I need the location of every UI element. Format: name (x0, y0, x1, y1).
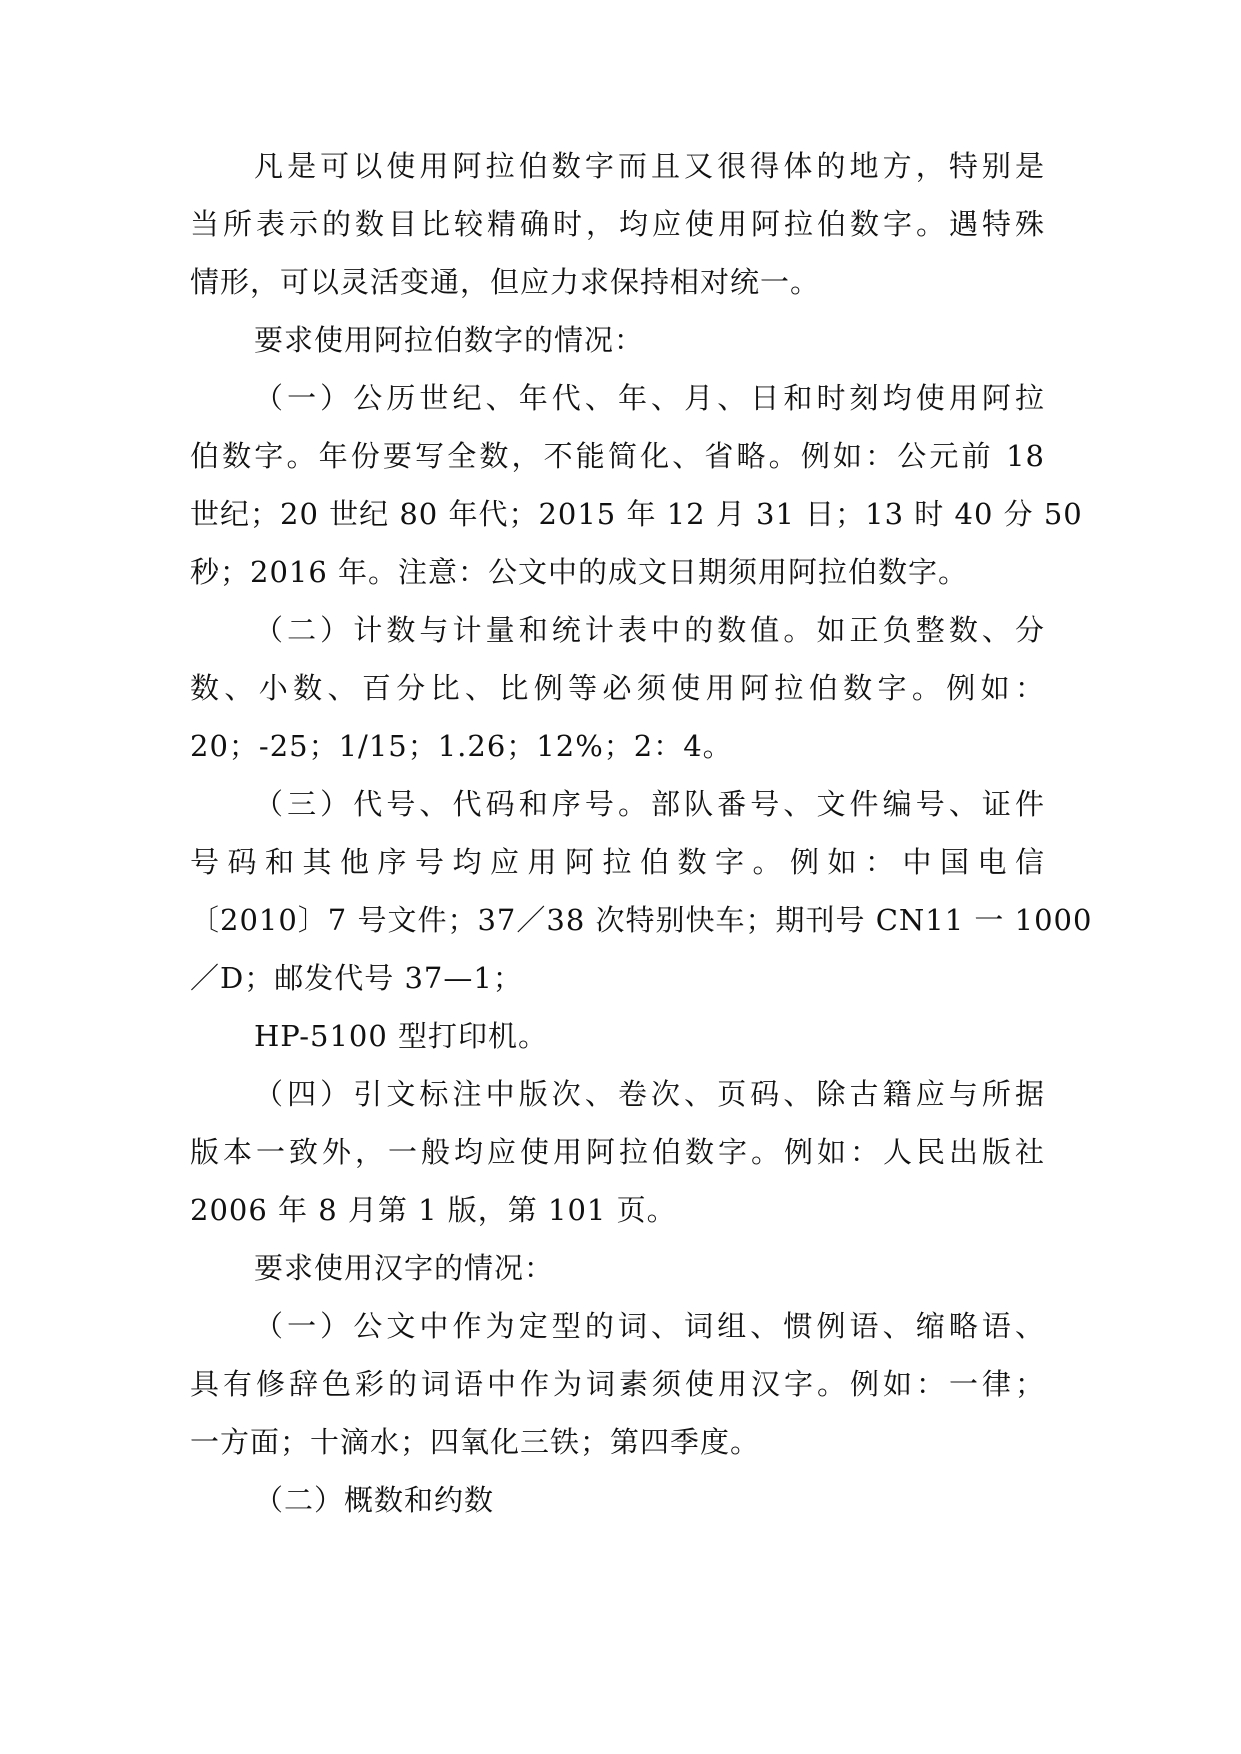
paragraph-line: （一）公历世纪、年代、年、月、日和时刻均使用阿拉 (254, 381, 1045, 415)
paragraph-line: 版本一致外，一般均应使用阿拉伯数字。例如：人民出版社 (190, 1135, 1045, 1169)
paragraph-line: 数、小数、百分比、比例等必须使用阿拉伯数字。例如： (190, 671, 1045, 705)
paragraph-line: 伯数字。年份要写全数，不能简化、省略。例如：公元前 18 (190, 439, 1045, 473)
section-heading: 要求使用汉字的情况： (254, 1251, 555, 1285)
paragraph-line: ／D；邮发代号 37—1； (190, 961, 523, 995)
paragraph-line: 20；-25；1/15；1.26；12%；2：4。 (190, 729, 733, 763)
paragraph-line: HP-5100 型打印机。 (254, 1019, 549, 1053)
paragraph-line: 情形，可以灵活变通，但应力求保持相对统一。 (190, 265, 821, 299)
paragraph-line: 秒；2016 年。注意：公文中的成文日期须用阿拉伯数字。 (190, 555, 969, 589)
paragraph-line: 号码和其他序号均应用阿拉伯数字。例如：中国电信 (190, 845, 1045, 879)
paragraph-line: （二）概数和约数 (254, 1483, 495, 1517)
paragraph-line: 凡是可以使用阿拉伯数字而且又很得体的地方，特别是 (254, 149, 1045, 183)
paragraph-line: 当所表示的数目比较精确时，均应使用阿拉伯数字。遇特殊 (190, 207, 1045, 241)
section-heading: 要求使用阿拉伯数字的情况： (254, 323, 645, 357)
paragraph-line: （三）代号、代码和序号。部队番号、文件编号、证件 (254, 787, 1045, 821)
paragraph-line: （二）计数与计量和统计表中的数值。如正负整数、分 (254, 613, 1045, 647)
paragraph-line: 一方面；十滴水；四氧化三铁；第四季度。 (190, 1425, 761, 1459)
paragraph-line: （四）引文标注中版次、卷次、页码、除古籍应与所据 (254, 1077, 1045, 1111)
paragraph-line: （一）公文中作为定型的词、词组、惯例语、缩略语、 (254, 1309, 1045, 1343)
paragraph-line: 具有修辞色彩的词语中作为词素须使用汉字。例如：一律； (190, 1367, 1045, 1401)
paragraph-line: 世纪；20 世纪 80 年代；2015 年 12 月 31 日；13 时 40 分 50 (190, 497, 1083, 531)
paragraph-line: 2006 年 8 月第 1 版，第 101 页。 (190, 1193, 677, 1227)
paragraph-line: 〔2010〕7 号文件；37／38 次特别快车；期刊号 CN11 一 1000 (190, 903, 1093, 937)
